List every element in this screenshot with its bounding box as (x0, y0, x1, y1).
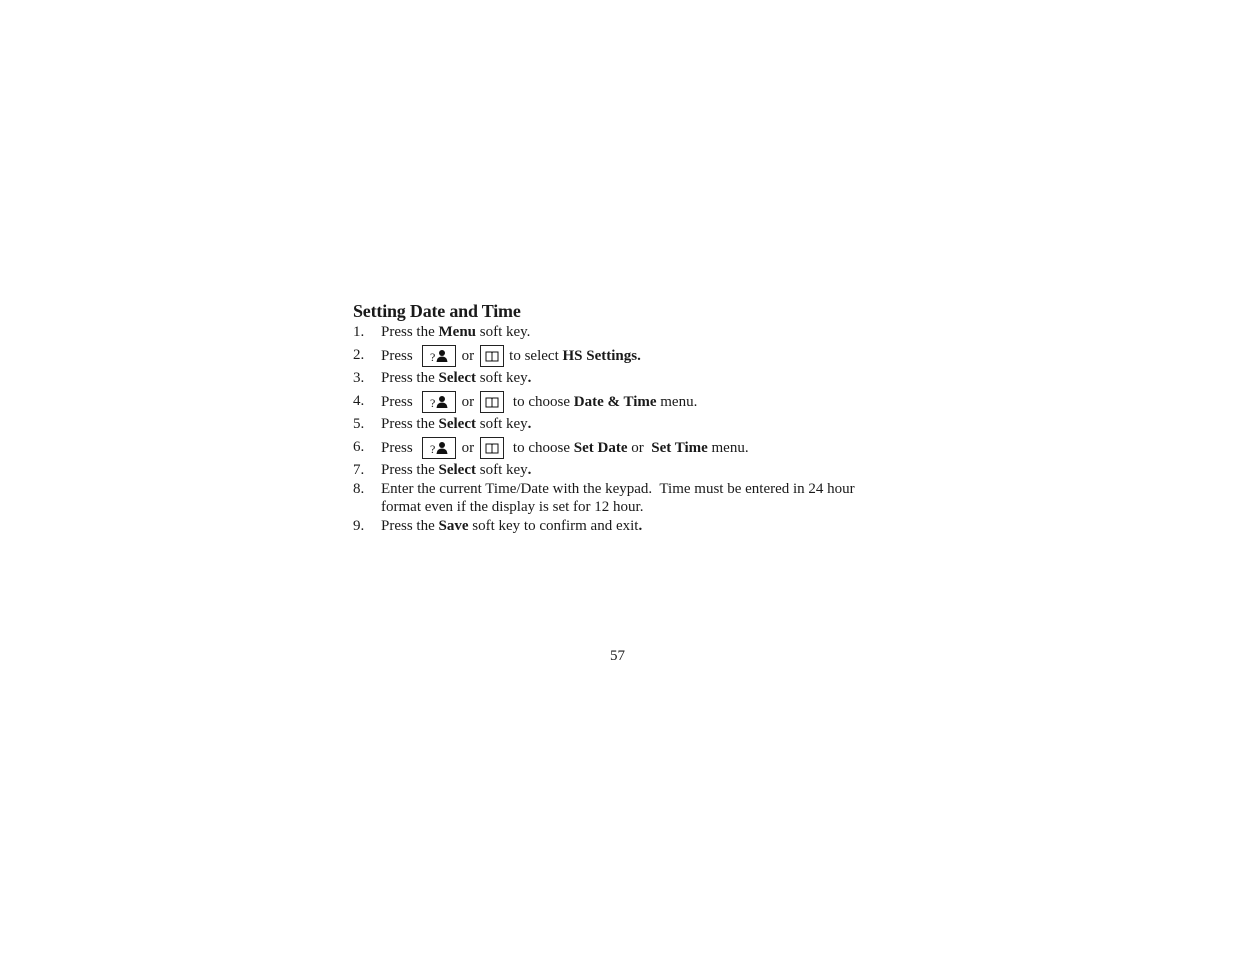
step-text-line: format even if the display is set for 12 hour. (381, 499, 644, 515)
book-down-key-icon (485, 442, 499, 454)
step-text: Press the (381, 416, 439, 432)
step-6 (353, 434, 893, 461)
step-number: 2. (353, 347, 365, 363)
step-end: . (527, 462, 532, 478)
step-text: Press the (381, 324, 439, 340)
phonebook-up-key-icon (429, 395, 449, 409)
step-bold: Select (438, 416, 476, 432)
step-text-line: Enter the current Time/Date with the keypad. Time must be entered in 24 hour (381, 481, 855, 497)
step-end: . (527, 416, 532, 432)
step-bold: Menu (438, 324, 476, 340)
step-text: soft key (475, 370, 528, 386)
step-text: menu. (656, 393, 698, 410)
step-text: Press the (381, 370, 439, 386)
step-number: 1. (353, 324, 365, 340)
step-4 (353, 388, 893, 415)
phonebook-up-key-icon (429, 349, 449, 363)
step-text: soft key to confirm and exit (468, 518, 639, 534)
step-text: Press the (381, 518, 439, 534)
step-number: 4. (353, 393, 365, 409)
step-bold: HS Settings. (562, 347, 641, 364)
step-bold: Set Time (651, 439, 708, 456)
step-bold: Set Date (573, 439, 628, 456)
step-bold: Save (438, 518, 469, 534)
down-key-button[interactable] (480, 391, 504, 413)
step-content (381, 391, 697, 413)
step-text: Press the (381, 462, 439, 478)
step-9 (353, 517, 893, 536)
step-text: to choose (509, 439, 574, 456)
down-key-button[interactable] (480, 437, 504, 459)
step-1 (353, 323, 893, 342)
phonebook-up-key-icon (429, 441, 449, 455)
book-down-key-icon (485, 396, 499, 408)
step-5 (353, 415, 893, 434)
up-key-button[interactable] (422, 437, 456, 459)
book-down-key-icon (485, 350, 499, 362)
step-content (381, 437, 749, 459)
step-end: . (527, 370, 532, 386)
svg-text:?: ? (429, 441, 435, 455)
step-number: 3. (353, 370, 365, 386)
up-key-button[interactable] (422, 345, 456, 367)
step-text: Press (381, 439, 413, 456)
step-3 (353, 369, 893, 388)
step-number: 9. (353, 518, 365, 534)
step-2 (353, 342, 893, 369)
step-content (381, 345, 641, 367)
step-text: soft key (475, 416, 528, 432)
step-text: soft key. (476, 324, 531, 340)
step-text: or (461, 439, 475, 456)
instruction-section (353, 300, 893, 536)
page-number: 57 (610, 648, 625, 664)
step-text: to select (509, 347, 563, 364)
step-7 (353, 461, 893, 480)
step-text: menu. (707, 439, 749, 456)
step-number: 6. (353, 439, 365, 455)
step-text: to choose (509, 393, 574, 410)
step-text: or (627, 439, 652, 456)
step-bold: Select (438, 370, 476, 386)
step-end: . (638, 518, 643, 534)
step-number: 8. (353, 481, 365, 497)
step-number: 5. (353, 416, 365, 432)
down-key-button[interactable] (480, 345, 504, 367)
step-bold: Date & Time (573, 393, 657, 410)
step-8 (353, 480, 893, 516)
step-text: soft key (475, 462, 528, 478)
step-text: or (461, 347, 475, 364)
up-key-button[interactable] (422, 391, 456, 413)
section-title: Setting Date and Time (353, 301, 521, 321)
step-number: 7. (353, 462, 365, 478)
steps-list (353, 323, 893, 536)
step-text: Press (381, 393, 413, 410)
svg-text:?: ? (429, 395, 435, 409)
step-bold: Select (438, 462, 476, 478)
svg-text:?: ? (429, 349, 435, 363)
step-text: Press (381, 347, 413, 364)
step-text: or (461, 393, 475, 410)
